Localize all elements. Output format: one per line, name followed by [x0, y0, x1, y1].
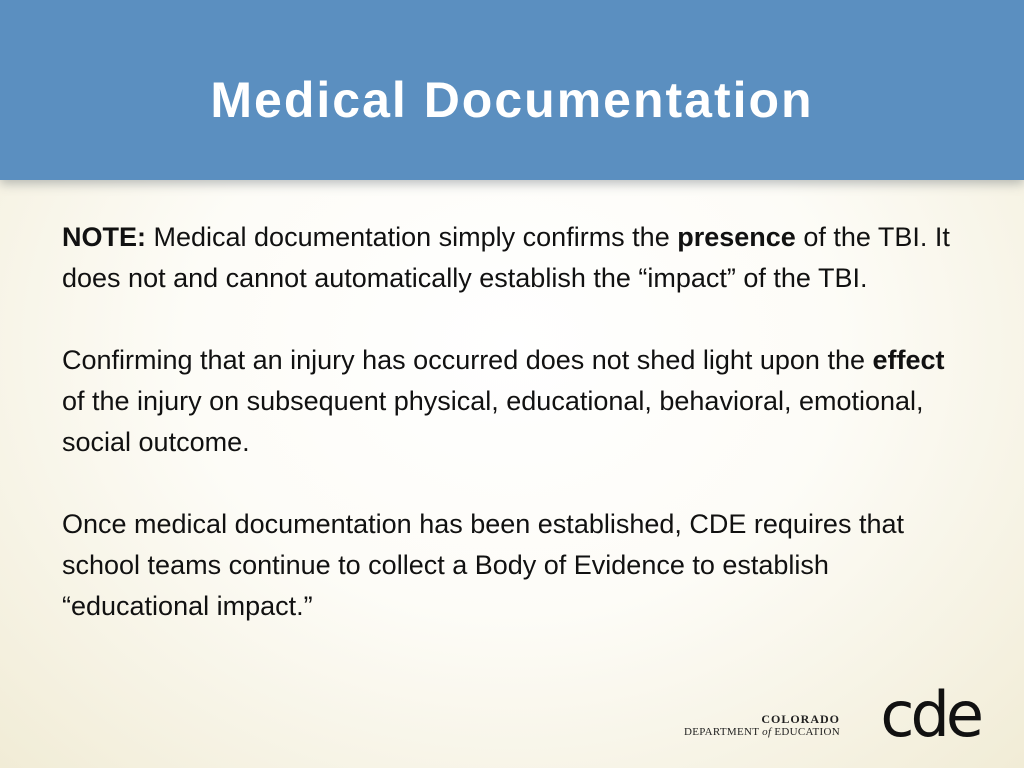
- note-text-1: Medical documentation simply confirms the: [146, 222, 678, 252]
- confirming-bold-effect: effect: [872, 345, 945, 375]
- note-bold-presence: presence: [677, 222, 796, 252]
- logo-colorado-text: COLORADO: [761, 712, 840, 726]
- logo-department-text: [684, 726, 840, 738]
- paragraph-note: [62, 217, 972, 299]
- logo-department-word: DEPARTMENT: [684, 726, 763, 738]
- slide-body: [62, 217, 972, 627]
- cde-logo: [684, 678, 990, 751]
- logo-cde-mark: cde: [880, 678, 980, 751]
- logo-education-word: EDUCATION: [771, 726, 840, 738]
- evidence-text: Once medical documentation has been established, CDE requires that school teams continue to collect a Body of Evidence to establish “educational impact.”: [62, 509, 904, 621]
- paragraph-confirming: [62, 340, 972, 463]
- slide-title: Medical Documentation: [210, 72, 814, 128]
- paragraph-body-of-evidence: [62, 504, 972, 627]
- note-label: NOTE:: [62, 222, 146, 252]
- title-banner: [0, 0, 1024, 180]
- confirming-text-2: of the injury on subsequent physical, educational, behavioral, emotional, social outcome.: [62, 386, 924, 457]
- note-text-2: of the TBI. It does not and cannot automatically establish the “impact” of the TBI.: [62, 222, 950, 293]
- logo-of-word: of: [762, 726, 772, 738]
- confirming-text-1: Confirming that an injury has occurred does not shed light upon the: [62, 345, 873, 375]
